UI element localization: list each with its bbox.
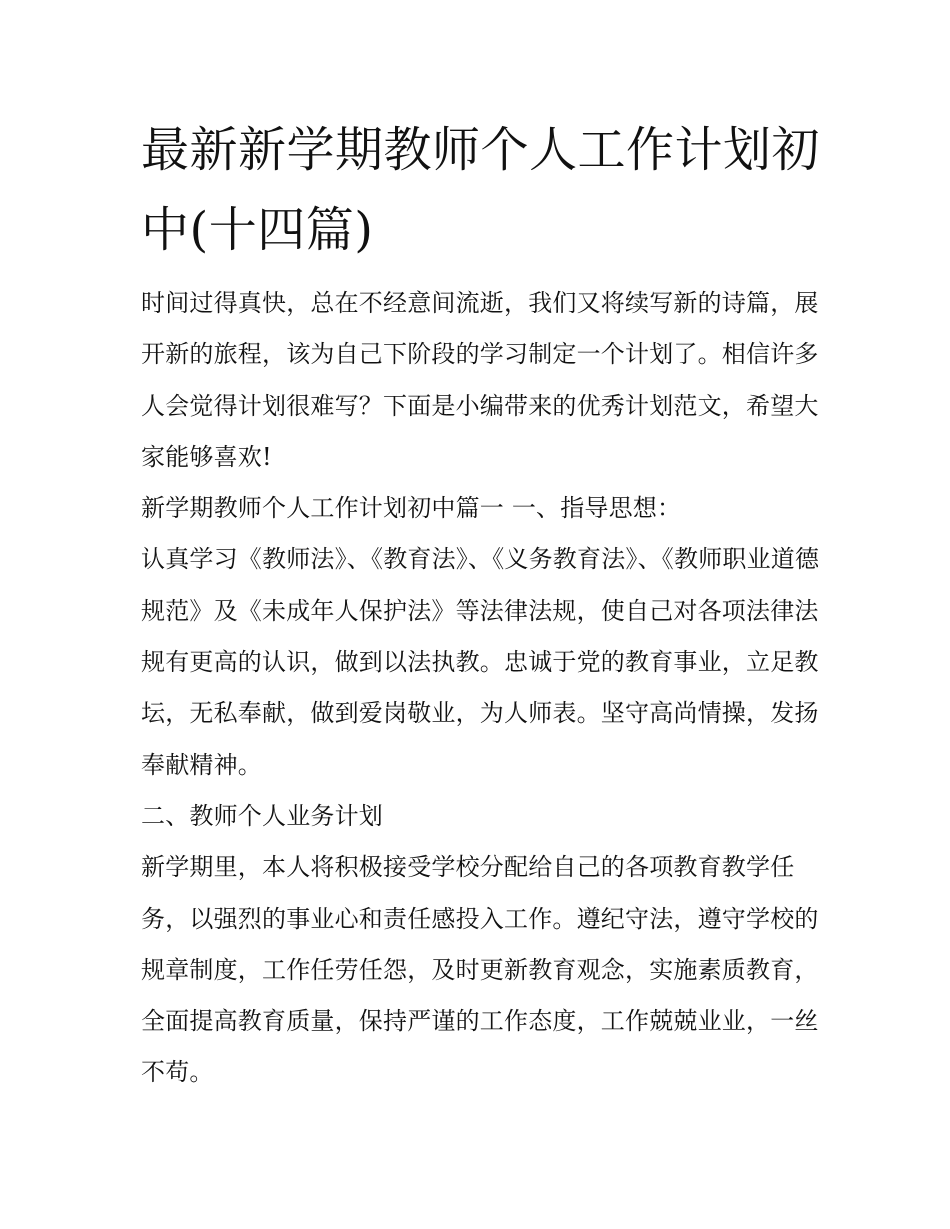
intro-paragraph: 时间过得真快，总在不经意间流逝，我们又将续写新的诗篇，展开新的旅程，该为自己下阶段的学习制定一个计划了。相信许多人会觉得计划很难写？下面是小编带来的优秀计划范文，希望大家能够喜欢! (141, 289, 819, 471)
section-two-heading: 二、教师个人业务计划 (141, 801, 383, 830)
business-plan-paragraph: 新学期里，本人将积极接受学校分配给自己的各项教育教学任务，以强烈的事业心和责任感投入工作。遵纪守法，遵守学校的规章制度，工作任劳任怨，及时更新教育观念，实施素质教育，全面提高教育质量，保持严谨的工作态度，工作兢兢业业，一丝不苟。 (141, 853, 819, 1087)
section-one-heading: 新学期教师个人工作计划初中篇一 一、指导思想： (141, 494, 682, 523)
document-body (141, 110, 821, 1099)
guiding-ideology-paragraph: 认真学习《教师法》、《教育法》、《义务教育法》、《教师职业道德规范》及《未成年人保护法》等法律法规，使自己对各项法律法规有更高的认识，做到以法执教。忠诚于党的教育事业，立足教坛，无私奉献，做到爱岗敬业，为人师表。坚守高尚情操，发扬奉献精神。 (141, 545, 820, 779)
document-title: 最新新学期教师个人工作计划初中(十四篇) (141, 122, 821, 258)
